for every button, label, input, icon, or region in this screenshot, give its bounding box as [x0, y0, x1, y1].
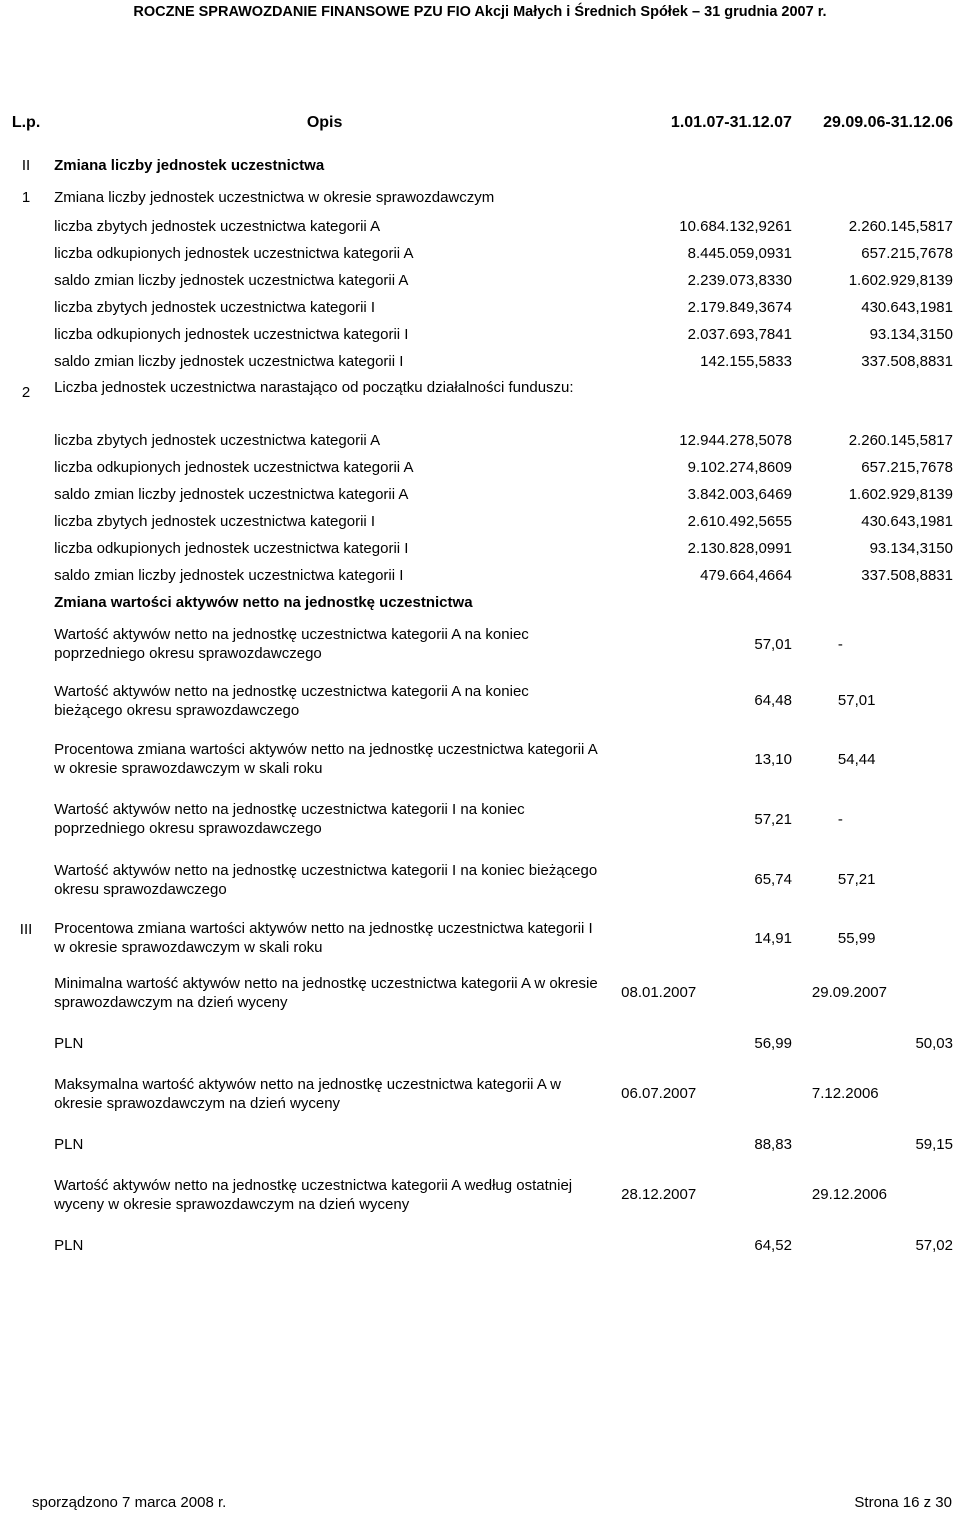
- table-row: [4, 427, 959, 454]
- max-pln-previous: 59,15: [915, 1135, 953, 1153]
- table-row: [4, 213, 959, 240]
- section-iii-title: Zmiana wartości aktywów netto na jednostkę uczestnictwa: [54, 594, 473, 611]
- row-label: liczba odkupionych jednostek uczestnictwa kategorii A: [54, 245, 414, 262]
- row-label: liczba zbytych jednostek uczestnictwa kategorii A: [54, 432, 381, 449]
- column-header-period-current: 1.01.07-31.12.07: [670, 113, 792, 131]
- max-pln-current: 88,83: [754, 1135, 792, 1153]
- row-value-current: 10.684.132,9261: [679, 218, 792, 235]
- table-row: [4, 729, 959, 789]
- row-value-previous: 54,44: [837, 750, 876, 768]
- row-label: saldo zmian liczby jednostek uczestnictwa kategorii A: [54, 272, 409, 289]
- section-iii-lp: III: [19, 920, 33, 938]
- row-value-previous: 57,21: [837, 871, 876, 888]
- table-row: [4, 294, 959, 321]
- max-value-row: [4, 1067, 959, 1120]
- min-value-label: Minimalna wartość aktywów netto na jednostkę uczestnictwa kategorii A w okresie sprawozdawczym na dzień wyceny: [54, 974, 598, 1011]
- row-value-previous: 2.260.145,5817: [848, 432, 953, 449]
- row-value-current: 57,01: [754, 635, 792, 653]
- sub-2-row: [4, 375, 959, 427]
- row-value-previous: 657.215,7678: [861, 459, 953, 476]
- row-label: Wartość aktywów netto na jednostkę uczestnictwa kategorii I na koniec bieżącego okresu sprawozdawczego: [54, 861, 598, 898]
- row-value-current: 64,48: [754, 692, 792, 709]
- row-value-previous: -: [837, 635, 843, 653]
- row-value-current: 8.445.059,0931: [687, 245, 792, 262]
- table-row: [4, 910, 959, 966]
- row-value-previous: 430.643,1981: [861, 299, 953, 316]
- table-row: [4, 481, 959, 508]
- row-label: liczba odkupionych jednostek uczestnictwa kategorii I: [54, 540, 409, 557]
- sub-2-lp: 2: [21, 384, 31, 401]
- column-header-period-previous: 29.09.06-31.12.06: [823, 113, 953, 131]
- row-value-previous: 337.508,8831: [861, 567, 953, 584]
- table-row: [4, 321, 959, 348]
- row-label: Wartość aktywów netto na jednostkę uczestnictwa kategorii A na koniec bieżącego okresu sprawozdawczego: [54, 682, 529, 719]
- row-label: liczba zbytych jednostek uczestnictwa kategorii I: [54, 299, 376, 316]
- min-pln-current: 56,99: [754, 1034, 792, 1052]
- row-label: Procentowa zmiana wartości aktywów netto na jednostkę uczestnictwa kategorii A w okresie sprawozdawczym w skali roku: [54, 741, 597, 777]
- min-pln-previous: 50,03: [915, 1034, 953, 1052]
- row-label: liczba odkupionych jednostek uczestnictwa kategorii A: [54, 459, 414, 476]
- row-value-current: 3.842.003,6469: [687, 486, 792, 503]
- row-value-current: 2.130.828,0991: [687, 540, 792, 557]
- table-row: [4, 562, 959, 589]
- row-value-current: 65,74: [754, 871, 792, 888]
- row-value-previous: 657.215,7678: [861, 245, 953, 262]
- table-row: [4, 267, 959, 294]
- last-pln-row: [4, 1221, 959, 1269]
- row-value-current: 14,91: [754, 929, 792, 947]
- max-pln-row: [4, 1120, 959, 1168]
- sub-1-lp: 1: [21, 188, 31, 206]
- row-value-current: 2.239.073,8330: [687, 272, 792, 289]
- section-ii-lp: II: [21, 156, 31, 174]
- row-label: liczba odkupionych jednostek uczestnictwa kategorii I: [54, 326, 409, 343]
- row-value-current: 142.155,5833: [700, 353, 792, 370]
- financial-table: [4, 95, 959, 1269]
- row-label: liczba zbytych jednostek uczestnictwa kategorii A: [54, 218, 381, 235]
- table-row: [4, 672, 959, 729]
- min-date-previous: 29.09.2007: [811, 984, 887, 1001]
- row-value-current: 479.664,4664: [700, 567, 792, 584]
- row-value-previous: 1.602.929,8139: [848, 486, 953, 503]
- last-pln-current: 64,52: [754, 1236, 792, 1254]
- last-pln-label: PLN: [54, 1236, 84, 1254]
- row-value-previous: 93.134,3150: [869, 326, 953, 343]
- max-value-label: Maksymalna wartość aktywów netto na jednostkę uczestnictwa kategorii A w okresie sprawozdawczym na dzień wyceny: [54, 1075, 561, 1112]
- row-value-current: 12.944.278,5078: [679, 432, 792, 449]
- last-date-current: 28.12.2007: [621, 1186, 697, 1203]
- table-row: [4, 616, 959, 672]
- sub-2-title: Liczba jednostek uczestnictwa narastająco od początku działalności funduszu:: [54, 379, 574, 396]
- row-value-previous: 1.602.929,8139: [848, 272, 953, 289]
- row-value-current: 9.102.274,8609: [687, 459, 792, 476]
- min-pln-row: [4, 1019, 959, 1067]
- row-label: Wartość aktywów netto na jednostkę uczestnictwa kategorii A na koniec poprzedniego okresu sprawozdawczego: [54, 626, 529, 662]
- row-label: Procentowa zmiana wartości aktywów netto na jednostkę uczestnictwa kategorii I w okresie sprawozdawczym w skali roku: [54, 920, 593, 956]
- row-value-previous: 2.260.145,5817: [848, 218, 953, 235]
- row-label: saldo zmian liczby jednostek uczestnictwa kategorii A: [54, 486, 409, 503]
- sub-1-title: Zmiana liczby jednostek uczestnictwa w okresie sprawozdawczym: [54, 188, 495, 206]
- table-row: [4, 789, 959, 849]
- row-value-previous: 93.134,3150: [869, 540, 953, 557]
- column-header-lp: L.p.: [11, 113, 41, 131]
- table-header-row: [4, 95, 959, 149]
- document-header: ROCZNE SPRAWOZDANIE FINANSOWE PZU FIO Akcji Małych i Średnich Spółek – 31 grudnia 2007 r.: [133, 4, 827, 20]
- min-value-row: [4, 966, 959, 1019]
- last-date-previous: 29.12.2006: [811, 1186, 887, 1203]
- row-value-previous: 337.508,8831: [861, 353, 953, 370]
- table-row: [4, 454, 959, 481]
- row-label: saldo zmian liczby jednostek uczestnictwa kategorii I: [54, 567, 404, 584]
- row-label: liczba zbytych jednostek uczestnictwa kategorii I: [54, 513, 376, 530]
- table-row: [4, 508, 959, 535]
- min-pln-label: PLN: [54, 1034, 84, 1052]
- row-value-previous: 57,01: [837, 692, 876, 709]
- row-value-current: 13,10: [754, 750, 792, 768]
- row-value-previous: 430.643,1981: [861, 513, 953, 530]
- sub-1-row: [4, 181, 959, 213]
- section-ii-title: Zmiana liczby jednostek uczestnictwa: [54, 156, 325, 174]
- row-value-current: 2.037.693,7841: [687, 326, 792, 343]
- table-row: [4, 535, 959, 562]
- row-value-current: 57,21: [754, 810, 792, 828]
- table-row: [4, 240, 959, 267]
- row-value-previous: 55,99: [837, 929, 876, 947]
- footer-page-number: Strona 16 z 30: [854, 1494, 952, 1511]
- last-value-row: [4, 1168, 959, 1221]
- column-header-opis: Opis: [306, 113, 343, 131]
- row-value-current: 2.610.492,5655: [687, 513, 792, 530]
- min-date-current: 08.01.2007: [621, 984, 697, 1001]
- max-date-current: 06.07.2007: [621, 1085, 697, 1102]
- row-label: Wartość aktywów netto na jednostkę uczestnictwa kategorii I na koniec poprzedniego okresu sprawozdawczego: [54, 801, 525, 837]
- row-label: saldo zmian liczby jednostek uczestnictwa kategorii I: [54, 353, 404, 370]
- max-pln-label: PLN: [54, 1135, 84, 1153]
- last-pln-previous: 57,02: [915, 1236, 953, 1254]
- section-ii-row: [4, 149, 959, 181]
- max-date-previous: 7.12.2006: [811, 1085, 879, 1102]
- footer-prepared-date: sporządzono 7 marca 2008 r.: [32, 1494, 227, 1511]
- section-iii-row: [4, 589, 959, 616]
- table-row: [4, 849, 959, 910]
- row-value-current: 2.179.849,3674: [687, 299, 792, 316]
- row-value-previous: -: [837, 810, 843, 828]
- last-value-label: Wartość aktywów netto na jednostkę uczestnictwa kategorii A według ostatniej wyceny w okresie sprawozdawczym na dzień wyceny: [54, 1176, 573, 1213]
- table-row: [4, 348, 959, 375]
